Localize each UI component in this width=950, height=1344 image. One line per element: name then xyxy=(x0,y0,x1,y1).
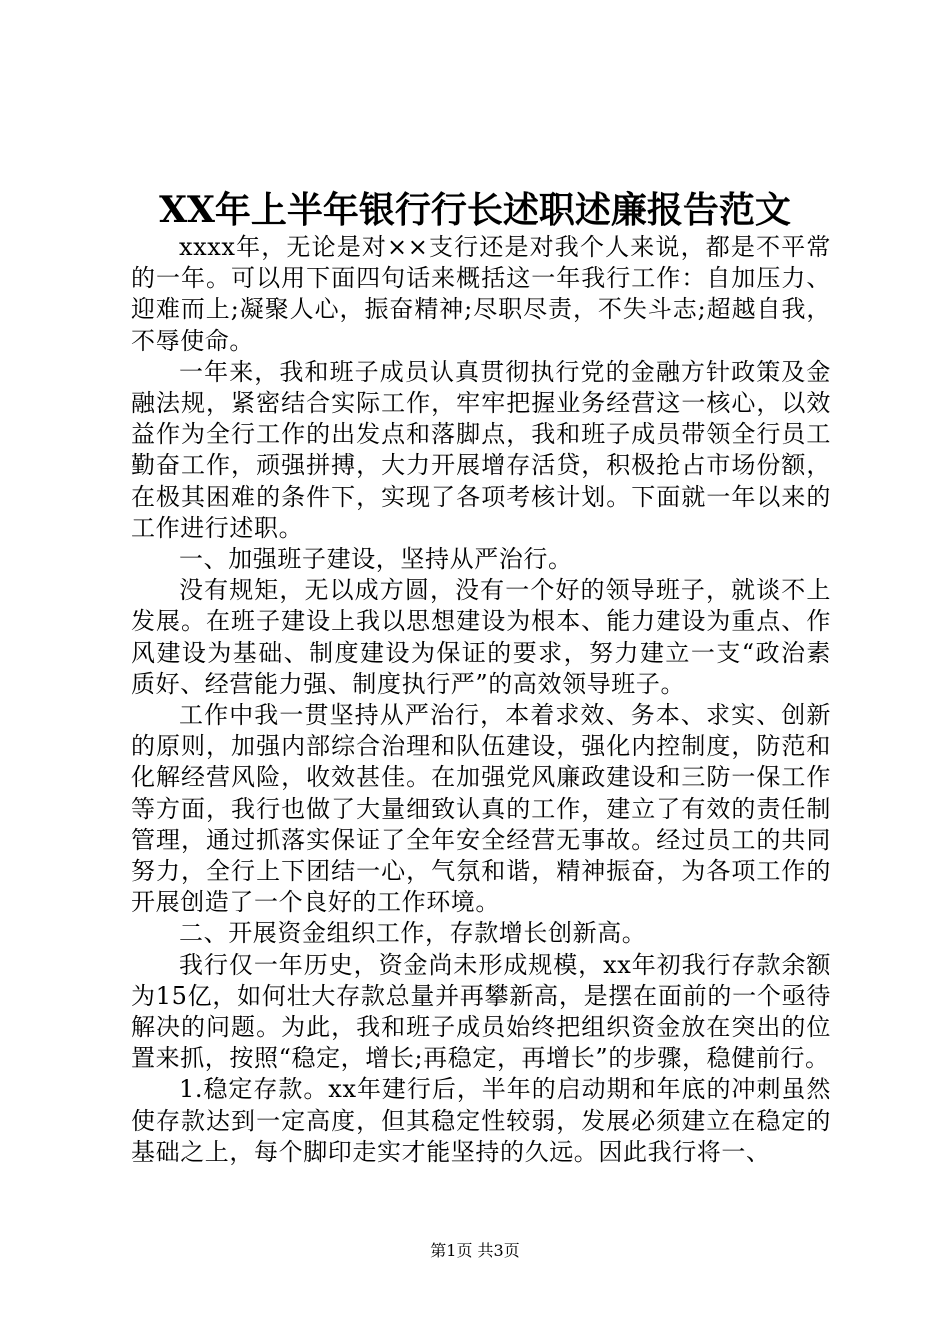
document-body xyxy=(131,232,831,1168)
paragraph-strict-management: 工作中我一贯坚持从严治行，本着求效、务本、求实、创新的原则，加强内部综合治理和队伍建设，强化内控制度，防范和化解经营风险，收效甚佳。在加强党风廉政建设和三防一保工作等方面，我行也做了大量细致认真的工作，建立了有效的责任制管理，通过抓落实保证了全年安全经营无事故。经过员工的共同努力，全行上下团结一心，气氛和谐，精神振奋，为各项工作的开展创造了一个良好的工作环境。 xyxy=(131,701,831,917)
page-number: 第1页 xyxy=(430,1241,473,1260)
page-footer xyxy=(0,1240,950,1262)
paragraph-stabilize-deposits: 1.稳定存款。xx年建行后，半年的启动期和年底的冲刺虽然使存款达到一定高度，但其稳定性较弱，发展必须建立在稳定的基础之上，每个脚印走实才能坚持的久远。因此我行将一、 xyxy=(131,1075,831,1166)
page-total: 共3页 xyxy=(477,1241,520,1260)
paragraph-overview: 一年来，我和班子成员认真贯彻执行党的金融方针政策及金融法规，紧密结合实际工作，牢牢把握业务经营这一核心，以效益作为全行工作的出发点和落脚点，我和班子成员带领全行员工勤奋工作，顽强拼搏，大力开展增存活贷，积极抢占市场份额，在极其困难的条件下，实现了各项考核计划。下面就一年以来的工作进行述职。 xyxy=(131,357,831,542)
section-heading-2: 二、开展资金组织工作，存款增长创新高。 xyxy=(179,919,647,948)
paragraph-intro: xxxx年，无论是对××支行还是对我个人来说，都是不平常的一年。可以用下面四句话来概括这一年我行工作：自加压力、迎难而上;凝聚人心，振奋精神;尽职尽责，不失斗志;超越自我，不辱使命。 xyxy=(131,233,831,355)
paragraph-deposits: 我行仅一年历史，资金尚未形成规模，xx年初我行存款余额为15亿，如何壮大存款总量并再攀新高，是摆在面前的一个亟待解决的问题。为此，我和班子成员始终把组织资金放在突出的位置来抓，按照“稳定，增长;再稳定，再增长”的步骤，稳健前行。 xyxy=(131,950,831,1073)
paragraph-team-building: 没有规矩，无以成方圆，没有一个好的领导班子，就谈不上发展。在班子建设上我以思想建设为根本、能力建设为重点、作风建设为基础、制度建设为保证的要求，努力建立一支“政治素质好、经营能力强、制度执行严”的高效领导班子。 xyxy=(131,576,831,698)
section-heading-1: 一、加强班子建设，坚持从严治行。 xyxy=(179,545,573,574)
document-title: XX年上半年银行行长述职述廉报告范文 xyxy=(159,189,791,231)
